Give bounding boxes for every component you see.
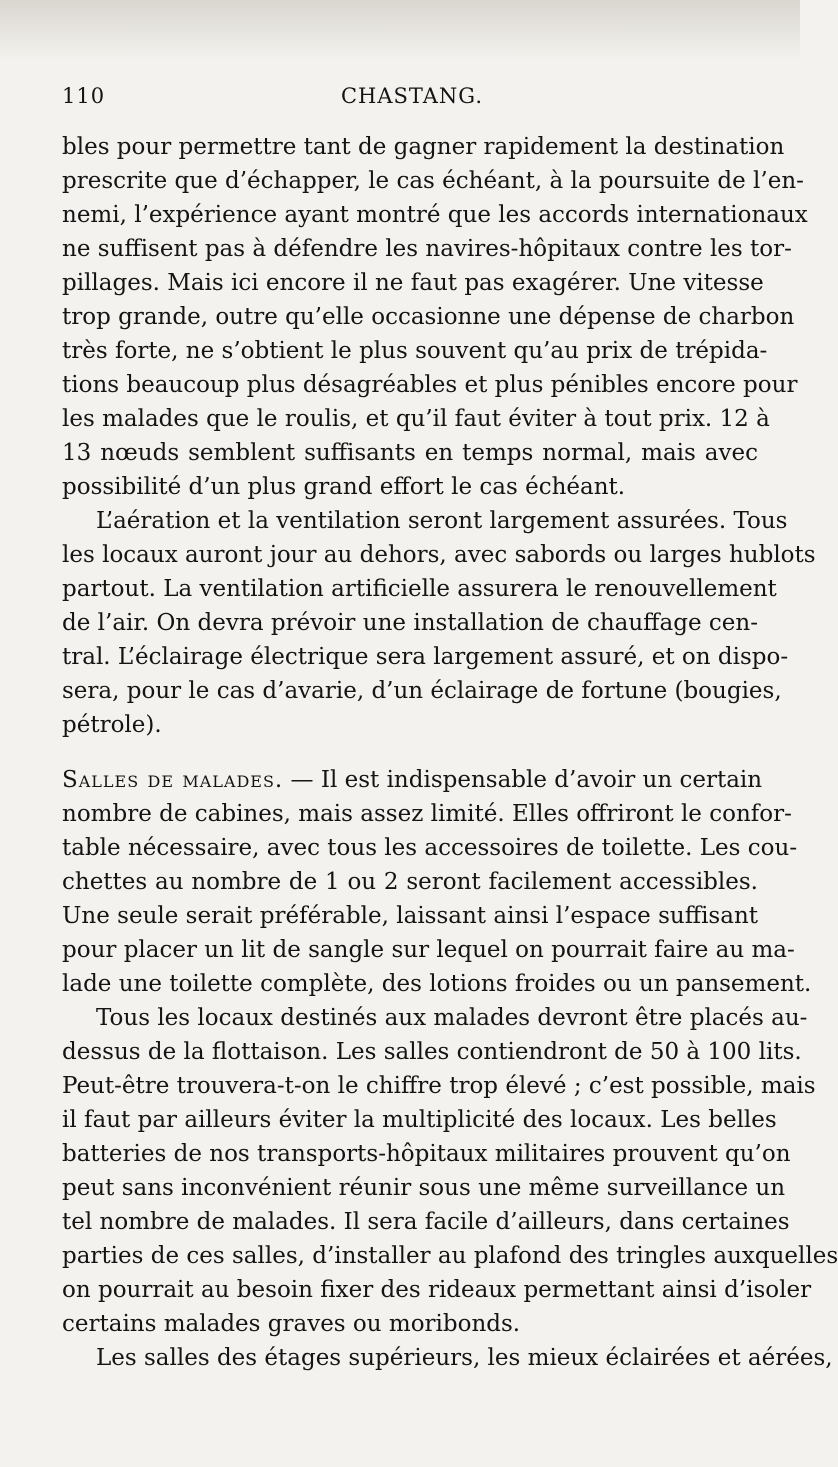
text-line: trop grande, outre qu’elle occasionne une dépense de charbon (62, 304, 795, 330)
text-line: partout. La ventilation artificielle assurera le renouvellement (62, 576, 777, 602)
text-line: nombre de cabines, mais assez limité. Elles offriront le confor- (62, 801, 792, 827)
text-line: les locaux auront jour au dehors, avec sabords ou larges hublots (62, 542, 816, 568)
scan-shadow (0, 0, 800, 60)
text-line: tions beaucoup plus désagréables et plus pénibles encore pour (62, 372, 798, 398)
text-line: tel nombre de malades. Il sera facile d’ailleurs, dans certaines (62, 1209, 790, 1235)
section-line (62, 763, 763, 797)
text-line: L’aération et la ventilation seront largement assurées. Tous (96, 508, 788, 534)
text-line: nemi, l’expérience ayant montré que les accords internationaux (62, 202, 808, 228)
text-line: Peut-être trouvera-t-on le chiffre trop élevé ; c’est possible, mais (62, 1073, 816, 1099)
text-line: lade une toilette complète, des lotions froides ou un pansement. (62, 971, 812, 997)
text-line: certains malades graves ou moribonds. (62, 1311, 521, 1337)
text-line: batteries de nos transports-hôpitaux militaires prouvent qu’on (62, 1141, 791, 1167)
text-line: sera, pour le cas d’avarie, d’un éclairage de fortune (bougies, (62, 678, 782, 704)
text-line: possibilité d’un plus grand effort le cas échéant. (62, 474, 626, 500)
text-line: peut sans inconvénient réunir sous une même surveillance un (62, 1175, 786, 1201)
text-line: pétrole). (62, 712, 162, 738)
text-line: table nécessaire, avec tous les accessoires de toilette. Les cou- (62, 835, 798, 861)
text-line: prescrite que d’échapper, le cas échéant, à la poursuite de l’en- (62, 168, 804, 194)
text-line: pour placer un lit de sangle sur lequel on pourrait faire au ma- (62, 937, 795, 963)
text-line: chettes au nombre de 1 ou 2 seront facilement accessibles. (62, 869, 758, 895)
text-line: Tous les locaux destinés aux malades devront être placés au- (96, 1005, 808, 1031)
text-line: il faut par ailleurs éviter la multiplicité des locaux. Les belles (62, 1107, 777, 1133)
text-line: dessus de la flottaison. Les salles contiendront de 50 à 100 lits. (62, 1039, 802, 1065)
text-line: de l’air. On devra prévoir une installation de chauffage cen- (62, 610, 758, 636)
text-line: les malades que le roulis, et qu’il faut éviter à tout prix. 12 à (62, 406, 770, 432)
section-heading: Salles de malades. (62, 767, 284, 793)
section-line-text: — Il est indispensable d’avoir un certain (290, 767, 763, 793)
text-line: ne suffisent pas à défendre les navires-hôpitaux contre les tor- (62, 236, 792, 262)
text-line: pillages. Mais ici encore il ne faut pas exagérer. Une vitesse (62, 270, 764, 296)
text-line: tral. L’éclairage électrique sera largement assuré, et on dispo- (62, 644, 789, 670)
page-header (62, 84, 762, 114)
text-line: 13 nœuds semblent suffisants en temps normal, mais avec (62, 440, 758, 466)
text-line: Une seule serait préférable, laissant ainsi l’espace suffisant (62, 903, 758, 929)
text-line: bles pour permettre tant de gagner rapidement la destination (62, 134, 785, 160)
text-line: parties de ces salles, d’installer au plafond des tringles auxquelles (62, 1243, 838, 1269)
text-line: très forte, ne s’obtient le plus souvent qu’au prix de trépida- (62, 338, 768, 364)
page-number: 110 (62, 84, 106, 108)
text-line: Les salles des étages supérieurs, les mieux éclairées et aérées, (96, 1345, 833, 1371)
text-line: on pourrait au besoin fixer des rideaux permettant ainsi d’isoler (62, 1277, 812, 1303)
running-head: CHASTANG. (340, 84, 484, 108)
